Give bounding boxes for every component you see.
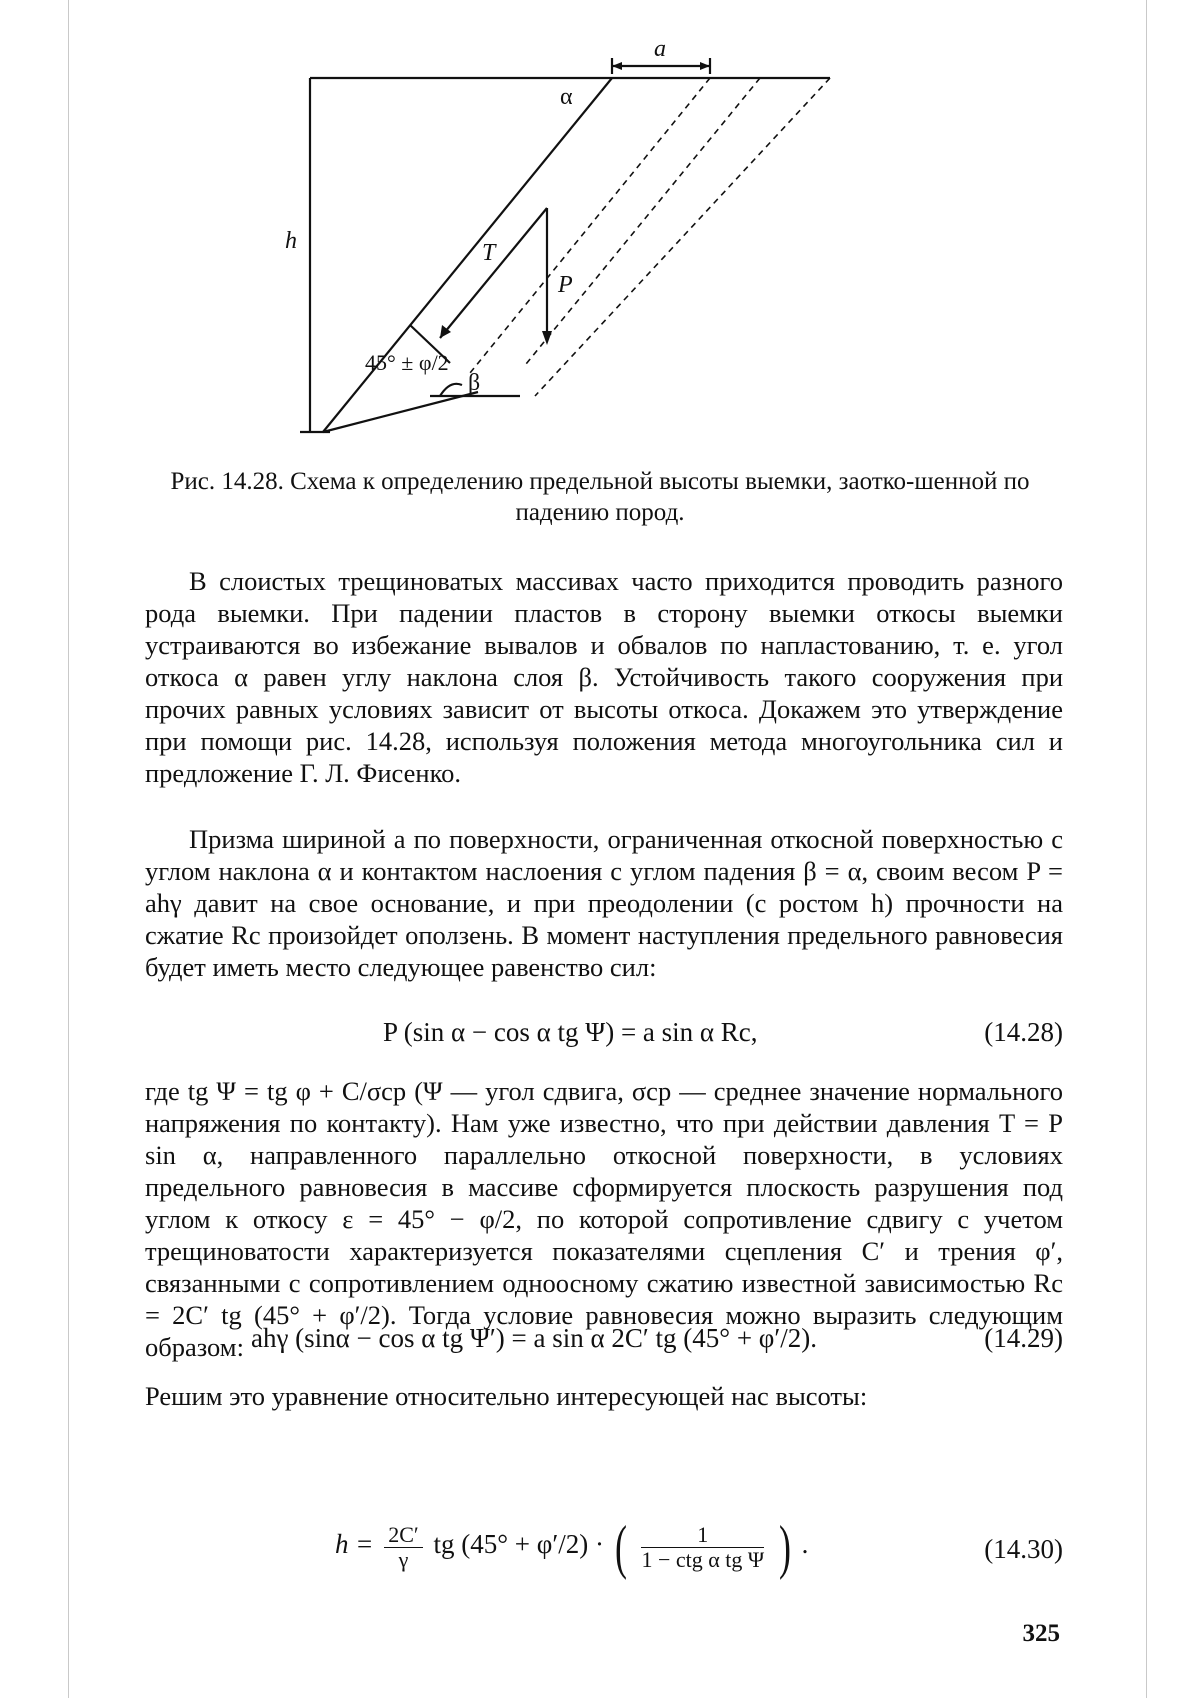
equation-14-28 — [145, 1017, 1063, 1057]
eq3-middle: tg (45° + φ′/2) · — [433, 1529, 604, 1560]
eq3-left: h = — [335, 1529, 374, 1560]
page-number: 325 — [1022, 1620, 1060, 1647]
eq3-fraction-top: 2C′ — [384, 1523, 423, 1548]
eq3-fraction — [384, 1523, 423, 1572]
equation-14-30-number: (14.30) — [984, 1534, 1063, 1564]
paragraph-3-text: где tg Ψ = tg φ + C/σср (Ψ — угол сдвига, σср — среднее значение нормального напряжения по контакту). Нам уже известно, что при действии давления T = P sin α, направленного параллельно откосной поверхности, в условиях предельного равновесия в массиве сформируется плоскость разрушения под углом к откосу ε = 45° − φ/2, по которой сопротивление сдвигу с учетом трещиноватости характеризуется показателями сцепления C′ и трения φ′, связанными с сопротивлением одноосному сжатию известной зависимостью Rс = 2C′ tg (45° + φ′/2). Тогда условие равновесия можно выразить следующим образом: — [145, 1076, 1063, 1362]
equation-14-30 — [145, 1514, 1063, 1587]
paragraph-4-text: Решим это уравнение относительно интересующей нас высоты: — [145, 1381, 868, 1411]
arrow-a-right — [700, 62, 710, 70]
failure-plane-line — [323, 392, 478, 432]
paragraph-4 — [145, 1380, 1063, 1412]
label-h: h — [285, 228, 297, 254]
label-alpha: α — [560, 84, 573, 110]
slope-diagram-svg — [285, 36, 920, 440]
eq3-fraction-bottom: γ — [398, 1546, 409, 1572]
equation-14-29-number: (14.29) — [984, 1323, 1063, 1353]
equation-14-29-expression: ahγ (sinα − cos α tg Ψ′) = a sin α 2C′ tg (45° + φ′/2). — [251, 1323, 818, 1353]
eq3-inner-bottom: 1 − ctg α tg Ψ — [641, 1546, 765, 1572]
eq3-left-paren: ( — [614, 1514, 627, 1580]
eq3-right-paren: ) — [778, 1514, 791, 1580]
page-left-edge — [68, 0, 69, 1698]
paragraph-3 — [145, 1075, 1063, 1363]
label-beta: β — [468, 370, 481, 396]
force-T-line — [440, 208, 547, 338]
equation-14-30-expression — [335, 1514, 809, 1580]
paragraph-1 — [145, 565, 1063, 789]
dashed-layer-line-2 — [526, 78, 760, 364]
dashed-layer-line-1 — [470, 78, 710, 373]
figure-caption: Рис. 14.28. Схема к определению предельной высоты выемки, заотко-шенной по падению пород. — [170, 468, 1030, 526]
label-angle: 45° ± φ/2 — [365, 350, 449, 375]
dashed-layer-line-3 — [535, 78, 830, 396]
equation-14-29 — [145, 1323, 1063, 1363]
eq3-end: . — [801, 1529, 809, 1560]
paragraph-2-text: Призма шириной a по поверхности, ограниченная откосной поверхностью с углом наклона α и контактом наслоения с углом падения β = α, своим весом P = ahγ давит на свое основание, и при преодолении (с ростом h) прочности на сжатие Rс произойдет оползень. В момент наступления предельного равновесия будет иметь место следующее равенство сил: — [145, 824, 1063, 982]
slope-diagram — [285, 36, 920, 440]
beta-arc — [440, 384, 462, 396]
label-P: P — [558, 272, 573, 298]
label-a: a — [654, 36, 666, 62]
eq3-inner-top: 1 — [641, 1523, 764, 1548]
equation-14-28-number: (14.28) — [984, 1017, 1063, 1047]
paragraph-2 — [145, 823, 1063, 983]
page-right-edge — [1146, 0, 1147, 1698]
equation-14-28-expression: P (sin α − cos α tg Ψ) = a sin α Rс, — [383, 1017, 758, 1047]
paragraph-1-text: В слоистых трещиноватых массивах часто приходится проводить разного рода выемки. При падении пластов в сторону выемки откосы выемки устраиваются во избежание вывалов и обвалов по напластованию, т. е. угол откоса α равен углу наклона слоя β. Устойчивость такого сооружения при прочих равных условиях зависит от высоты откоса. Докажем это утверждение при помощи рис. 14.28, используя положения метода многоугольника сил и предложение Г. Л. Фисенко. — [145, 566, 1063, 788]
arrow-a-left — [612, 62, 622, 70]
label-T: T — [482, 240, 496, 266]
eq3-inner-fraction — [641, 1523, 764, 1572]
